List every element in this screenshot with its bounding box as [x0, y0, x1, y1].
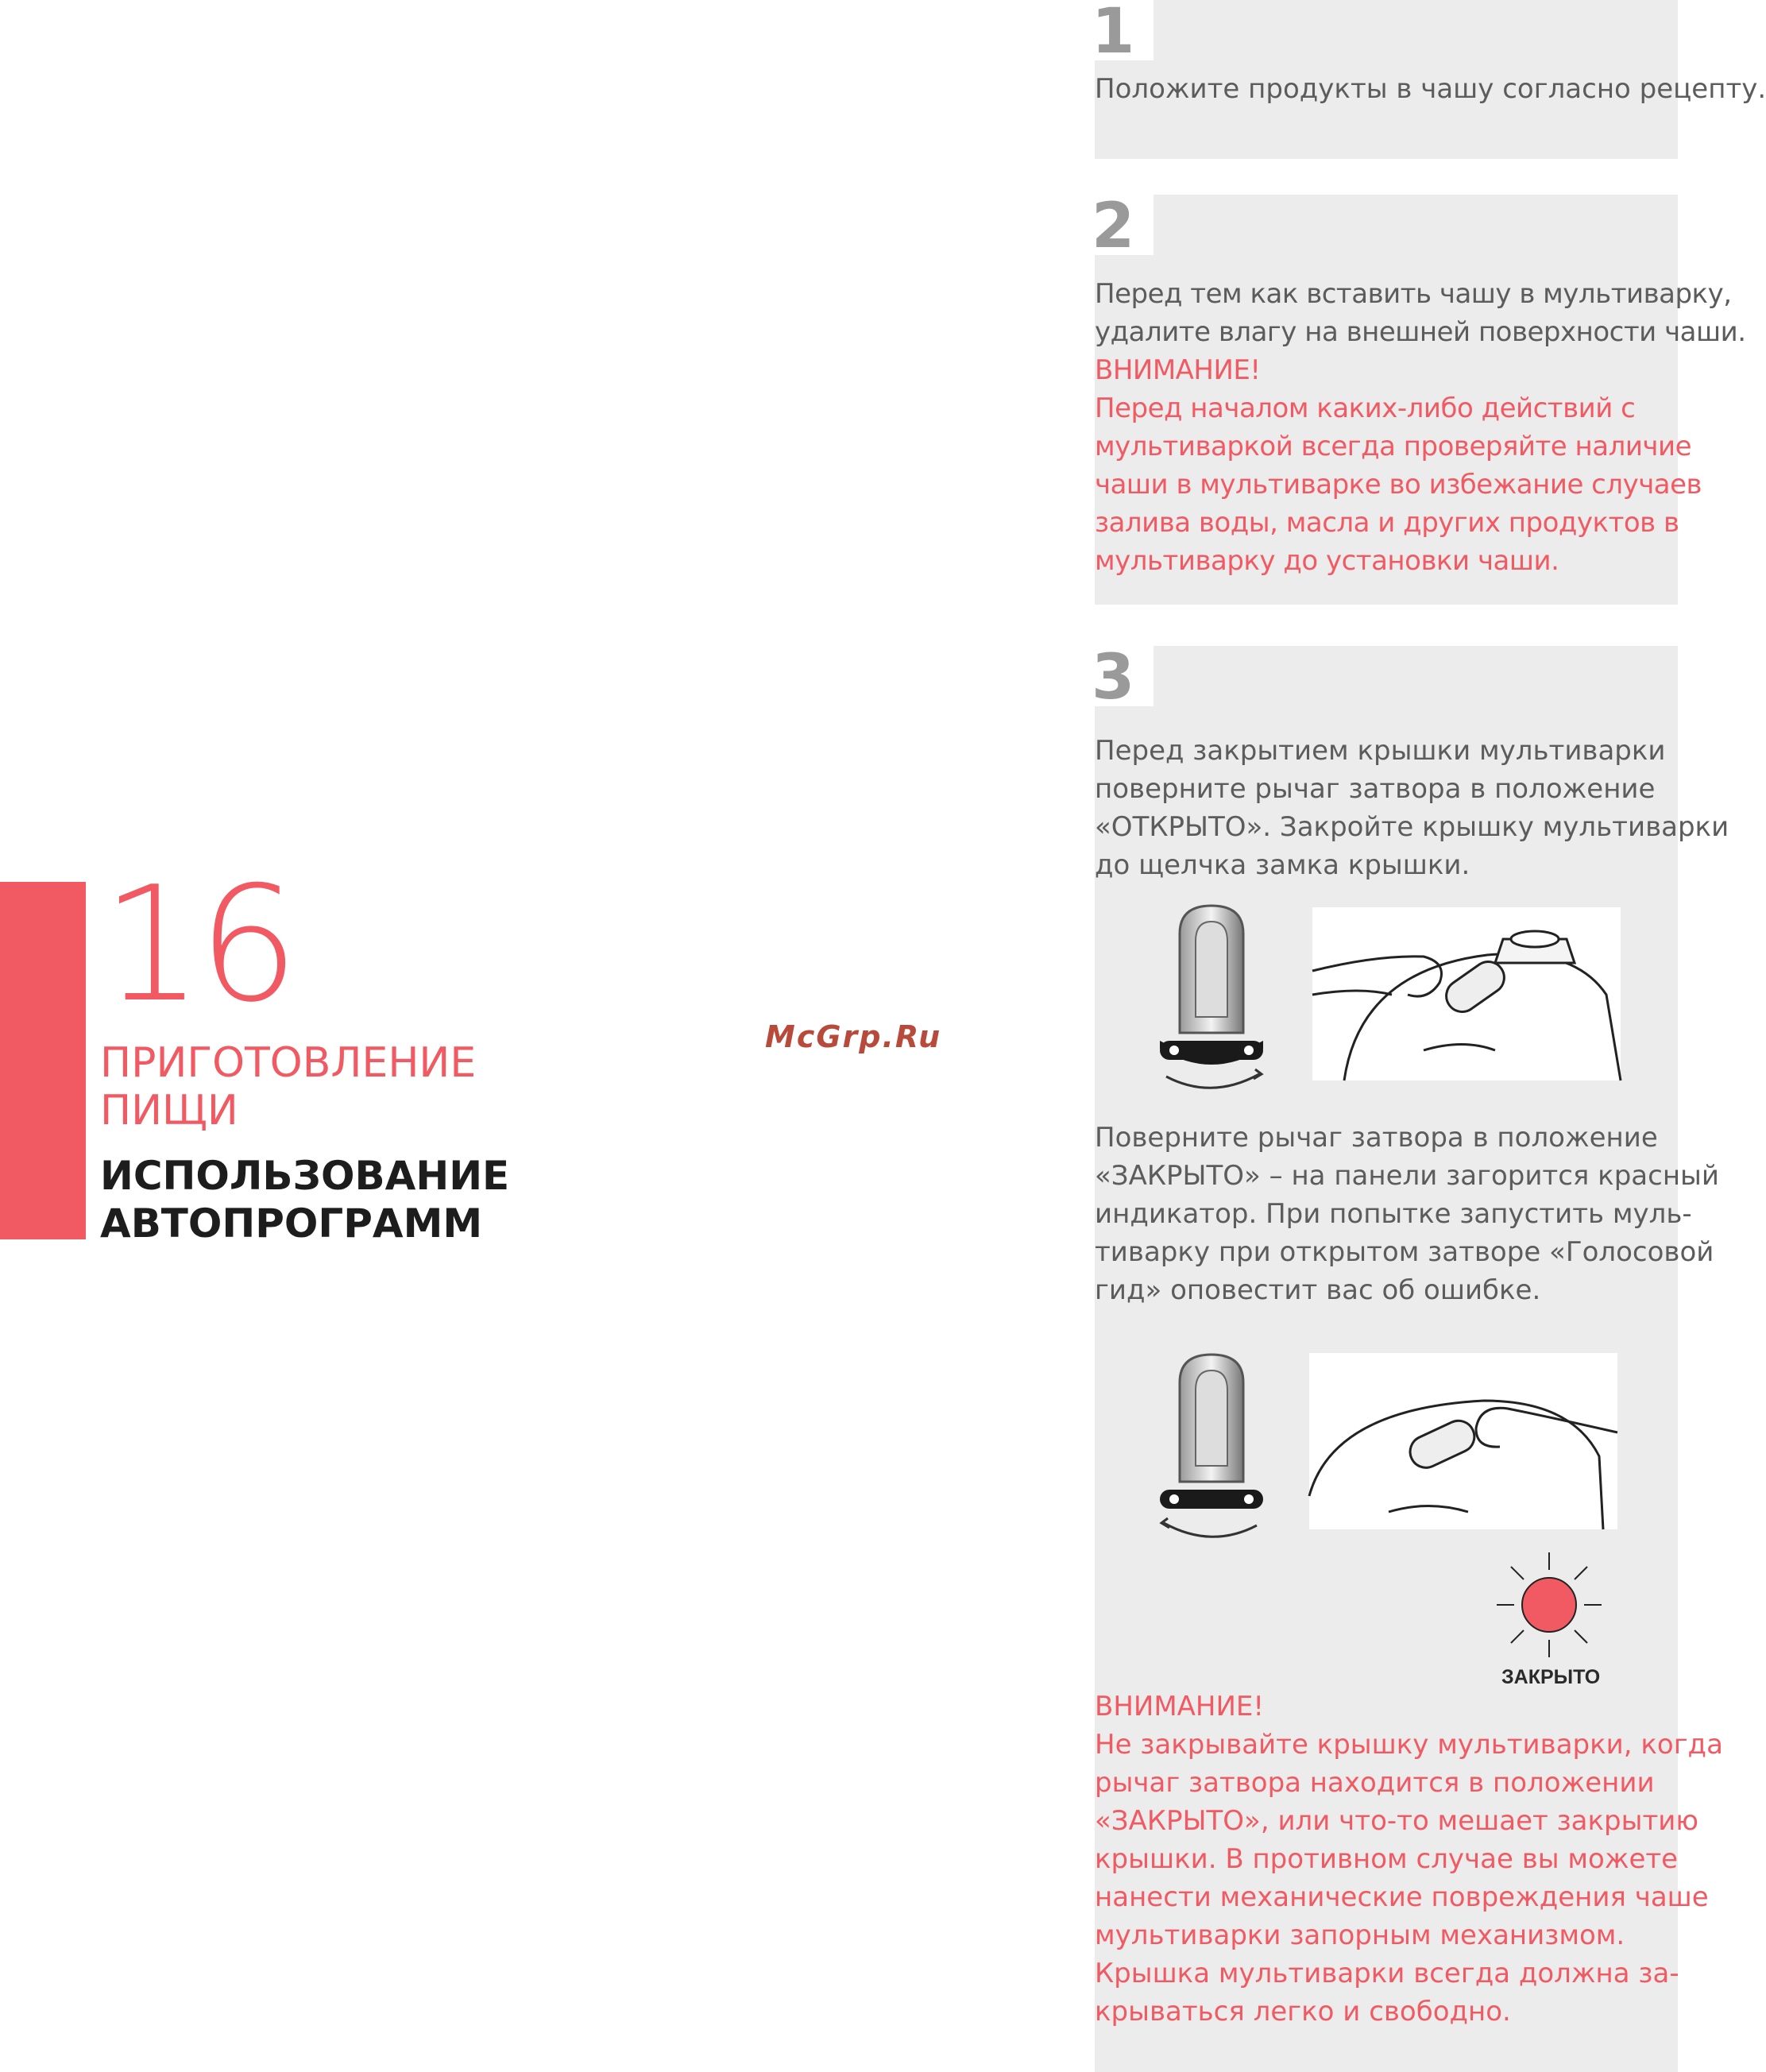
section-title	[100, 1039, 476, 1135]
step-3-text-b	[1095, 1119, 1720, 1309]
warning-title: ВНИМАНИЕ!	[1095, 1691, 1265, 1722]
watermark: McGrp.Ru	[765, 1019, 942, 1054]
page-number: 16	[102, 852, 295, 1038]
warning-line: мультиварку до установки чаши.	[1095, 545, 1559, 577]
warning-line: мультиваркой всегда проверяйте наличие	[1095, 431, 1692, 462]
page-subtitle	[100, 1152, 509, 1247]
warning-line: Крышка мультиварки всегда должна за-	[1095, 1958, 1679, 1989]
warning-line: нанести механические повреждения чаше	[1095, 1881, 1709, 1913]
step-number: 1	[1092, 0, 1135, 68]
section-title-line: ПИЩИ	[100, 1087, 238, 1135]
subtitle-line: ИСПОЛЬЗОВАНИЕ	[100, 1153, 510, 1199]
warning-line: залива воды, масла и других продуктов в	[1095, 507, 1679, 539]
warning-line: мультиварки запорным механизмом.	[1095, 1919, 1625, 1951]
step-3-text-a	[1095, 732, 1729, 884]
lock-lever-icon	[1144, 898, 1279, 1098]
red-indicator-icon	[1494, 1549, 1605, 1660]
subtitle-line: АВТОПРОГРАММ	[100, 1200, 483, 1247]
warning-line: Не закрывайте крышку мультиварки, когда	[1095, 1729, 1723, 1761]
text-line: до щелчка замка крышки.	[1095, 849, 1470, 881]
lid-hand-illustration	[1312, 907, 1621, 1080]
text-line: Перед тем как вставить чашу в мультиварку,	[1095, 278, 1732, 310]
text-line: удалите влагу на внешней поверхности чаши.	[1095, 316, 1746, 348]
text-line: Поверните рычаг затвора в положение	[1095, 1122, 1658, 1154]
text-line: «ОТКРЫТО». Закройте крышку мультиварки	[1095, 811, 1729, 843]
step-number: 2	[1092, 191, 1135, 262]
warning-line: «ЗАКРЫТО», или что-то мешает закрытию	[1095, 1805, 1699, 1837]
step-2-text	[1095, 275, 1746, 580]
warning-line: чаши в мультиварке во избежание случаев	[1095, 469, 1702, 501]
indicator-label: ЗАКРЫТО	[1501, 1666, 1601, 1688]
text-line: гид» оповестит вас об ошибке.	[1095, 1274, 1541, 1306]
warning-line: крываться легко и свободно.	[1095, 1996, 1511, 2028]
text-line: Перед закрытием крышки мультиварки	[1095, 735, 1666, 767]
warning-line: крышки. В противном случае вы можете	[1095, 1843, 1679, 1875]
warning-line: рычаг затвора находится в положении	[1095, 1767, 1655, 1799]
section-title-line: ПРИГОТОВЛЕНИЕ	[100, 1039, 477, 1087]
text-line: поверните рычаг затвора в положение	[1095, 773, 1656, 805]
warning-title: ВНИМАНИЕ!	[1095, 354, 1261, 386]
warning-line: Перед началом каких-либо действий с	[1095, 392, 1636, 424]
step-1-text: Положите продукты в чашу согласно рецепту.	[1095, 73, 1766, 105]
step-number: 3	[1092, 642, 1135, 713]
step-3-warning	[1095, 1687, 1723, 2031]
text-line: тиварку при открытом затворе «Голосовой	[1095, 1236, 1714, 1268]
text-line: «ЗАКРЫТО» – на панели загорится красный	[1095, 1160, 1720, 1192]
lid-hand-illustration	[1309, 1353, 1617, 1529]
accent-bar	[0, 882, 86, 1239]
lock-lever-icon	[1144, 1347, 1279, 1547]
text-line: индикатор. При попытке запустить муль-	[1095, 1198, 1692, 1230]
